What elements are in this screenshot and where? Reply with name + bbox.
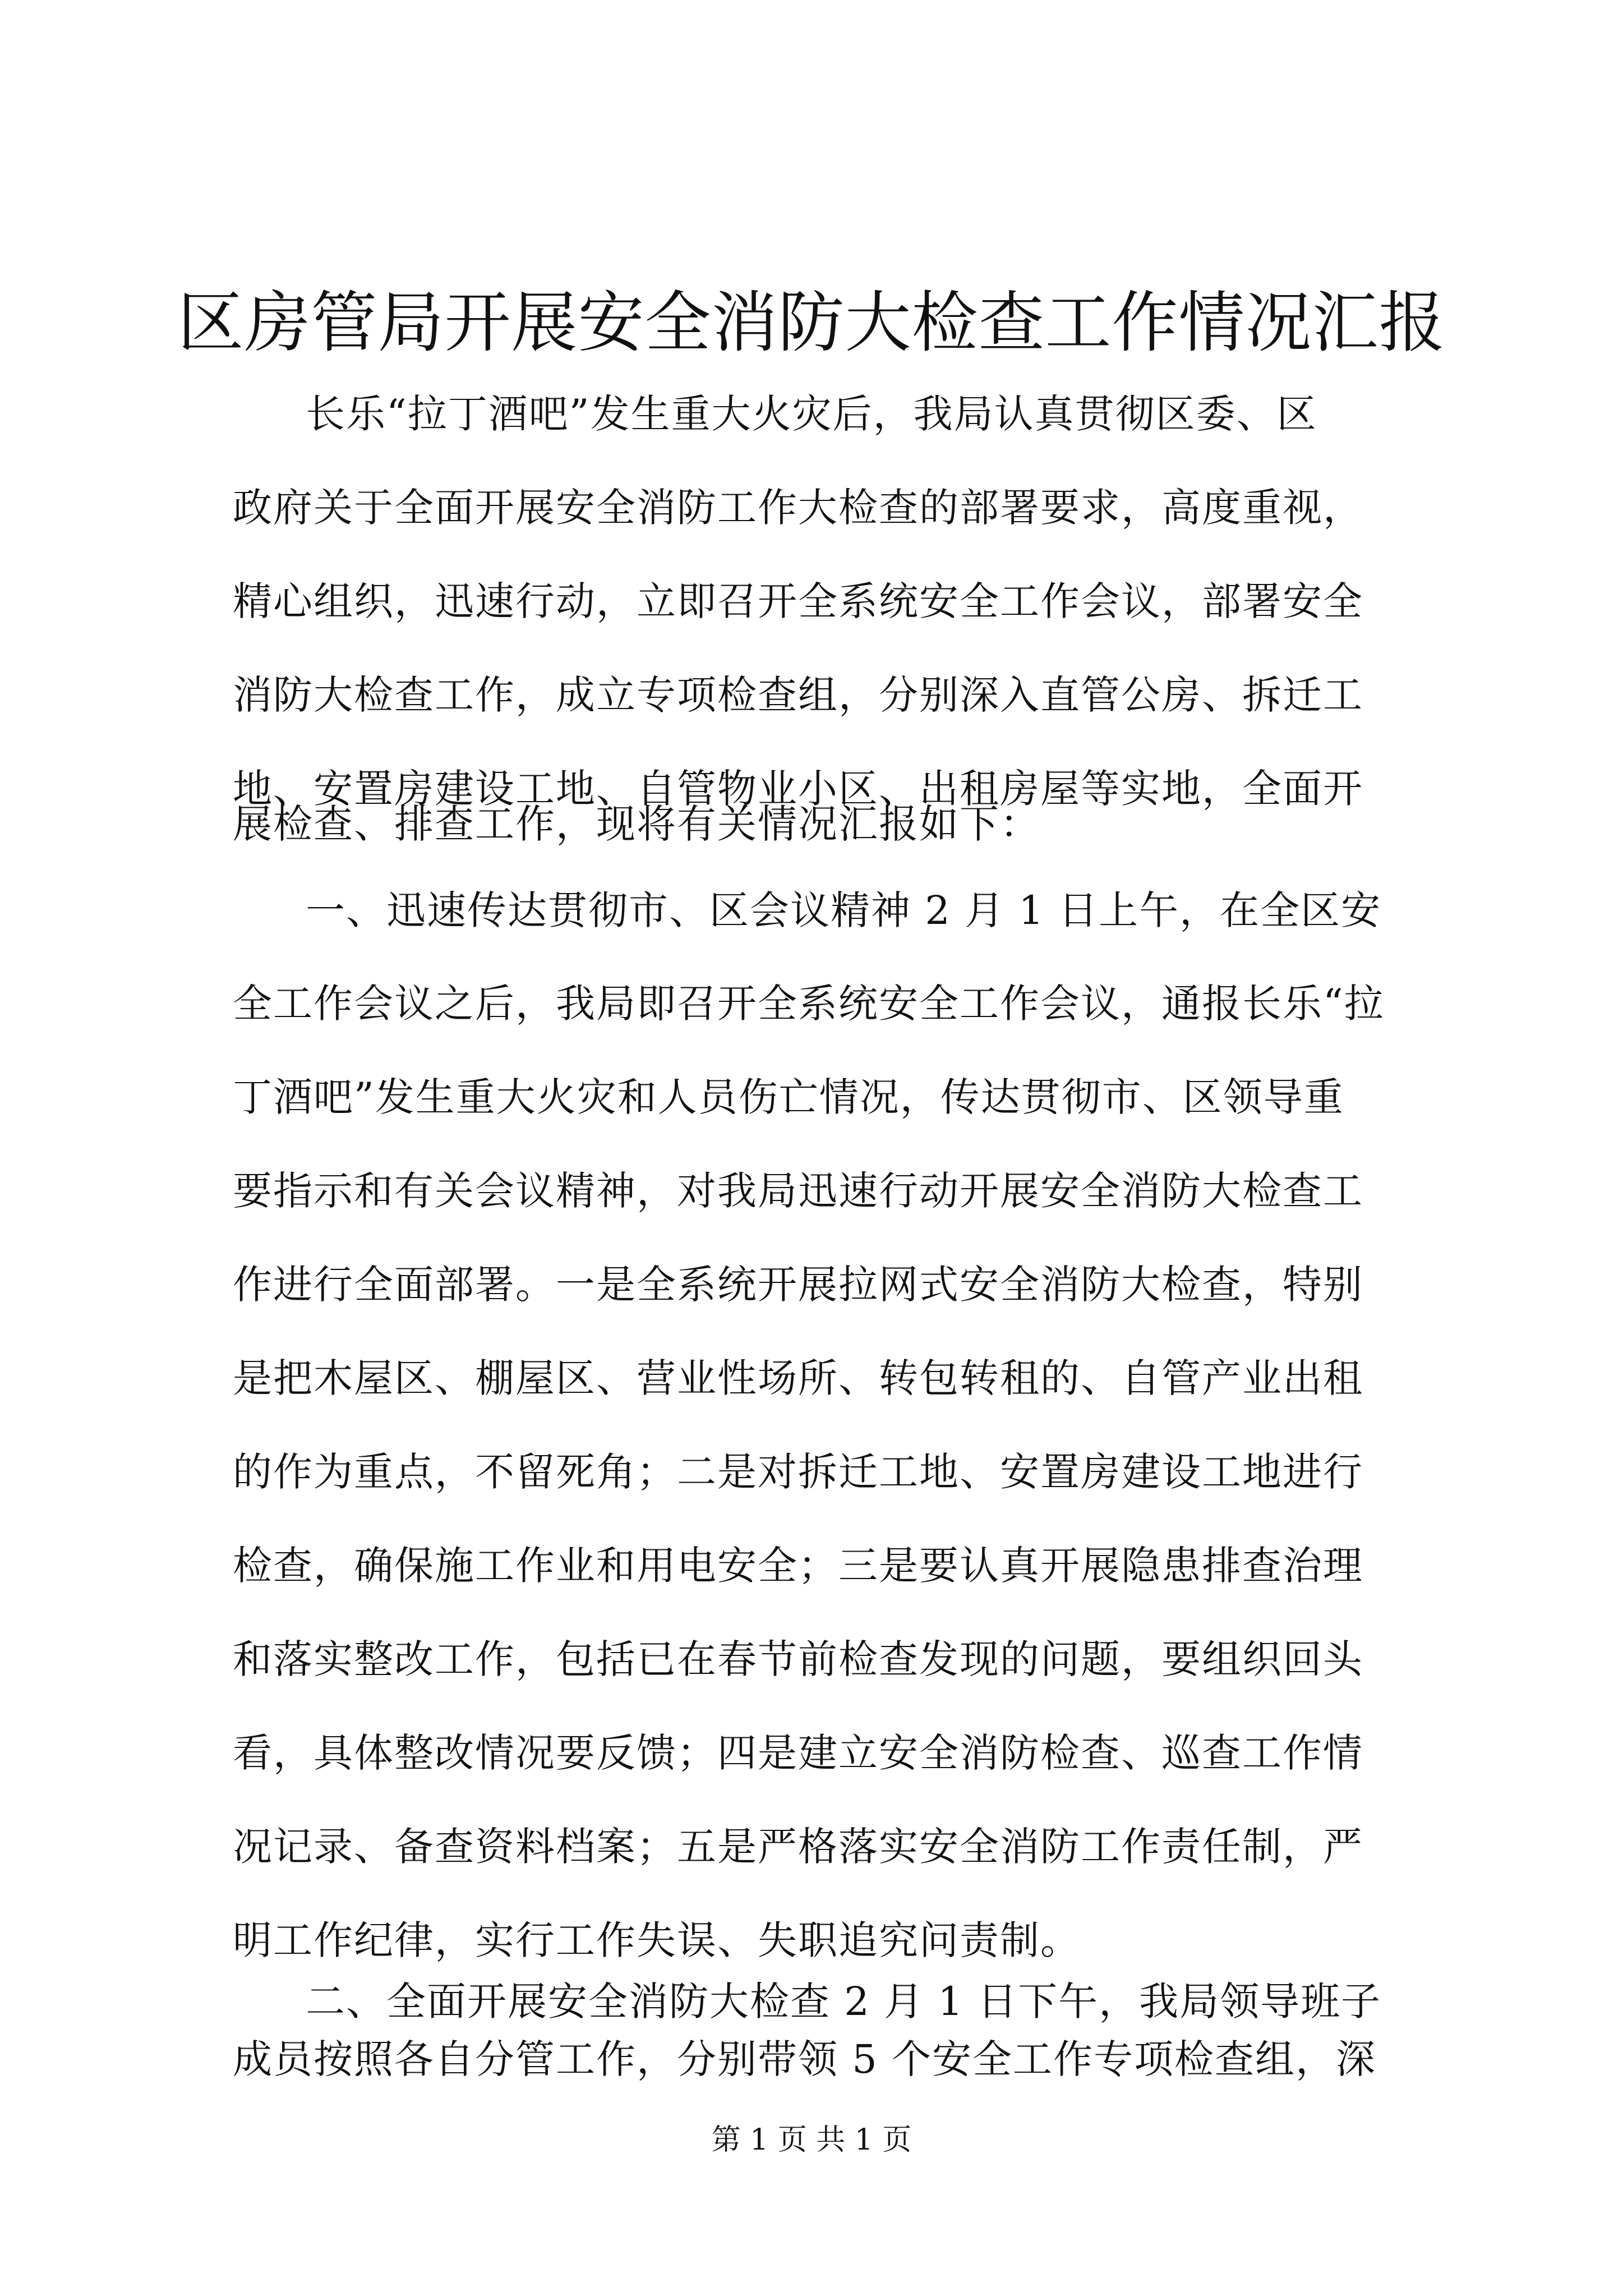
paragraph-line: 丁酒吧”发生重大火灾和人员伤亡情况，传达贯彻市、区领导重: [233, 1074, 1344, 1120]
paragraph-line: 长乐“拉丁酒吧”发生重大火灾后，我局认真贯彻区委、区: [306, 391, 1317, 437]
paragraph-line: 精心组织，迅速行动，立即召开全系统安全工作会议，部署安全: [233, 578, 1363, 624]
paragraph-line: 是把木屋区、棚屋区、营业性场所、转包转租的、自管产业出租: [233, 1355, 1363, 1401]
paragraph-line: 消防大检查工作，成立专项检查组，分别深入直管公房、拆迁工: [233, 672, 1363, 718]
paragraph-line: 的作为重点，不留死角；二是对拆迁工地、安置房建设工地进行: [233, 1449, 1363, 1495]
paragraph-line: 二、全面开展安全消防大检查 2 月 1 日下午，我局领导班子: [306, 1978, 1382, 2024]
paragraph-line: 全工作会议之后，我局即召开全系统安全工作会议，通报长乐“拉: [233, 981, 1385, 1027]
paragraph-line: 和落实整改工作，包括已在春节前检查发现的问题，要组织回头: [233, 1636, 1363, 1682]
paragraph-line: 看，具体整改情况要反馈；四是建立安全消防检查、巡查工作情: [233, 1730, 1363, 1776]
paragraph-line: 展检查、排查工作，现将有关情况汇报如下：: [233, 801, 1040, 847]
paragraph-line: 检查，确保施工作业和用电安全；三是要认真开展隐患排查治理: [233, 1543, 1363, 1589]
page-number-footer: 第 1 页 共 1 页: [711, 2123, 912, 2157]
paragraph-line: 政府关于全面开展安全消防工作大检查的部署要求，高度重视，: [233, 485, 1363, 531]
paragraph-line: 一、迅速传达贯彻市、区会议精神 2 月 1 日上午，在全区安: [306, 887, 1382, 933]
paragraph-line: 地、安置房建设工地、自管物业小区、出租房屋等实地，全面开: [233, 766, 1363, 812]
paragraph-line: 作进行全面部署。一是全系统开展拉网式安全消防大检查，特别: [233, 1262, 1363, 1308]
paragraph-line: 要指示和有关会议精神，对我局迅速行动开展安全消防大检查工: [233, 1168, 1363, 1214]
paragraph-line: 况记录、备查资料档案；五是严格落实安全消防工作责任制，严: [233, 1824, 1363, 1870]
paragraph-line: 明工作纪律，实行工作失误、失职追究问责制。: [233, 1917, 1081, 1963]
paragraph-line: 成员按照各自分管工作，分别带领 5 个安全工作专项检查组，深: [233, 2036, 1377, 2082]
document-title: 区房管局开展安全消防大检查工作情况汇报: [177, 284, 1446, 361]
